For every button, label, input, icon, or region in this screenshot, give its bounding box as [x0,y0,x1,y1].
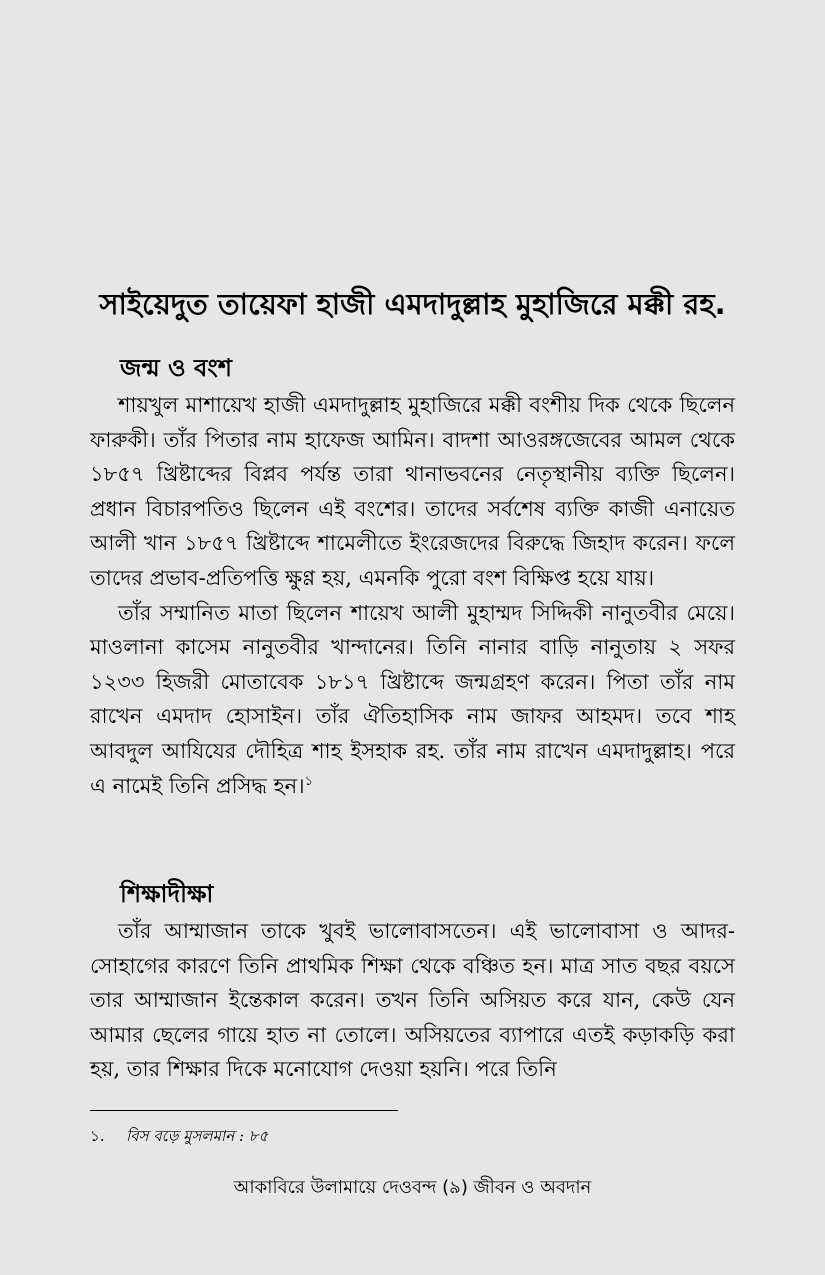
footnote-divider [90,1110,398,1111]
footnote-text: বিস বড়ে মুসলমান : ৮৫ [126,1127,269,1145]
footnote-number: ১. [90,1127,105,1145]
footnote [90,1124,735,1148]
section-birth-lineage [90,348,735,803]
paragraph [90,596,735,804]
chapter-title: সাইয়েদুত তায়েফা হাজী এমদাদুল্লাহ মুহাজিরে মক্কী রহ. [99,287,726,321]
paragraph: তাঁর আম্মাজান তাকে খুবই ভালোবাসতেন। এই ভালোবাসা ও আদর-সোহাগের কারণে তিনি প্রাথমিক শিক্ষা থেকে বঞ্চিত হন। মাত্র সাত বছর বয়সে তার আম্মাজান ইন্তেকাল করেন। তখন তিনি অসিয়ত করে যান, কেউ যেন আমার ছেলের গায়ে হাত না তোলে। অসিয়তের ব্যাপারে এতই কড়াকড়ি করা হয়, তার শিক্ষার দিকে মনোযোগ দেওয়া হয়নি। পরে তিনি [90,919,735,1082]
section-education [90,874,735,1087]
section-heading: শিক্ষাদীক্ষা [120,880,214,908]
footnote-marker: ১ [304,773,314,789]
paragraph: শায়খুল মাশায়েখ হাজী এমদাদুল্লাহ মুহাজিরে মক্কী বংশীয় দিক থেকে ছিলেন ফারুকী। তাঁর পিতার নাম হাফেজ আমিন। বাদশা আওরঙ্গজেবের আমল থেকে ১৮৫৭ খ্রিষ্টাব্দের বিপ্লব পর্যন্ত তারা থানাভবনের নেতৃস্থানীয় ব্যক্তি ছিলেন। প্রধান বিচারপতিও ছিলেন এই বংশের। তাদের সর্বশেষ ব্যক্তি কাজী এনায়েত আলী খান ১৮৫৭ খ্রিষ্টাব্দে শামেলীতে ইংরেজদের বিরুদ্ধে জিহাদ করেন। ফলে তাদের প্রভাব-প্রতিপত্তি ক্ষুণ্ণ হয়, এমনকি পুরো বংশ বিক্ষিপ্ত হয়ে যায়। [90,393,735,590]
section-heading: জন্ম ও বংশ [120,354,232,382]
paragraph-text: তাঁর সম্মানিত মাতা ছিলেন শায়েখ আলী মুহাম্মদ সিদ্দিকী নানুতবীর মেয়ে। মাওলানা কাসেম নানুতবীর খান্দানের। তিনি নানার বাড়ি নানুতায় ২ সফর ১২৩৩ হিজরী মোতাবেক ১৮১৭ খ্রিষ্টাব্দে জন্মগ্রহণ করেন। পিতা তাঁর নাম রাখেন এমদাদ হোসাইন। তাঁর ঐতিহাসিক নাম জাফর আহমদ। তবে শাহ আবদুল আযিযের দৌহিত্র শাহ ইসহাক রহ. তাঁর নাম রাখেন এমদাদুল্লাহ। পরে এ নামেই তিনি প্রসিদ্ধ হন। [90,600,735,798]
running-footer: আকাবিরে উলামায়ে দেওবন্দ (৯) জীবন ও অবদান [233,1177,592,1198]
